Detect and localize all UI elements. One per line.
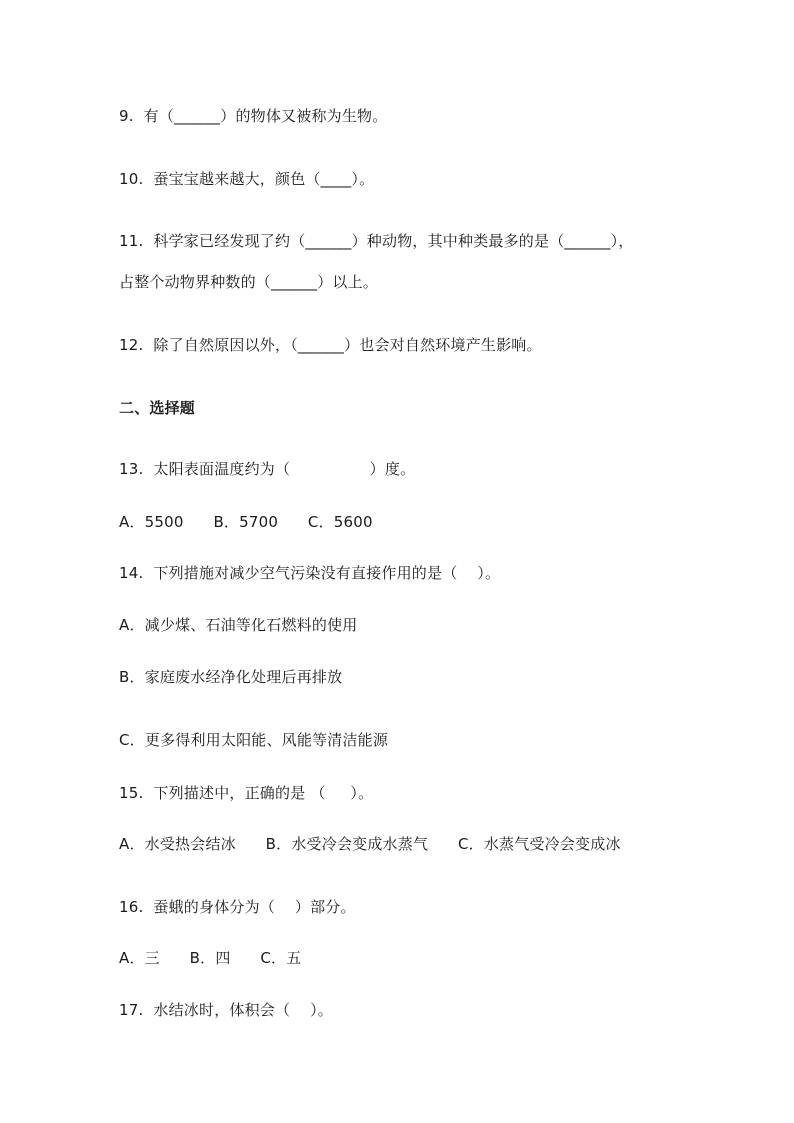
question-9: 9. 有（______）的物体又被称为生物。 xyxy=(119,107,388,125)
question-12: 12. 除了自然原因以外，（______）也会对自然环境产生影响。 xyxy=(119,336,542,354)
question-14-option-b: B．家庭废水经净化处理后再排放 xyxy=(119,668,343,686)
question-10: 10. 蚕宝宝越来越大，颜色（____）。 xyxy=(119,170,375,188)
question-14-option-a: A．减少煤、石油等化石燃料的使用 xyxy=(119,616,358,634)
question-17: 17. 水结冰时，体积会（ ）。 xyxy=(119,1001,333,1019)
question-16: 16. 蚕蛾的身体分为（ ）部分。 xyxy=(119,898,356,916)
question-16-options: A．三 B．四 C．五 xyxy=(119,949,302,967)
question-11: 11. 科学家已经发现了约（______）种动物，其中种类最多的是（______）， xyxy=(119,232,634,250)
question-15: 15. 下列描述中，正确的是 （ ）。 xyxy=(119,784,374,802)
question-14: 14. 下列措施对减少空气污染没有直接作用的是（ ）。 xyxy=(119,564,501,582)
question-11-continued: 占整个动物界种数的（______）以上。 xyxy=(119,273,379,291)
question-13: 13. 太阳表面温度约为（ ）度。 xyxy=(119,460,416,478)
question-14-option-c: C．更多得利用太阳能、风能等清洁能源 xyxy=(119,731,389,749)
question-15-options: A．水受热会结冰 B．水受冷会变成水蒸气 C．水蒸气受冷会变成冰 xyxy=(119,835,621,853)
question-13-options: A．5500 B．5700 C．5600 xyxy=(119,513,373,531)
section-heading: 二、选择题 xyxy=(119,399,196,417)
